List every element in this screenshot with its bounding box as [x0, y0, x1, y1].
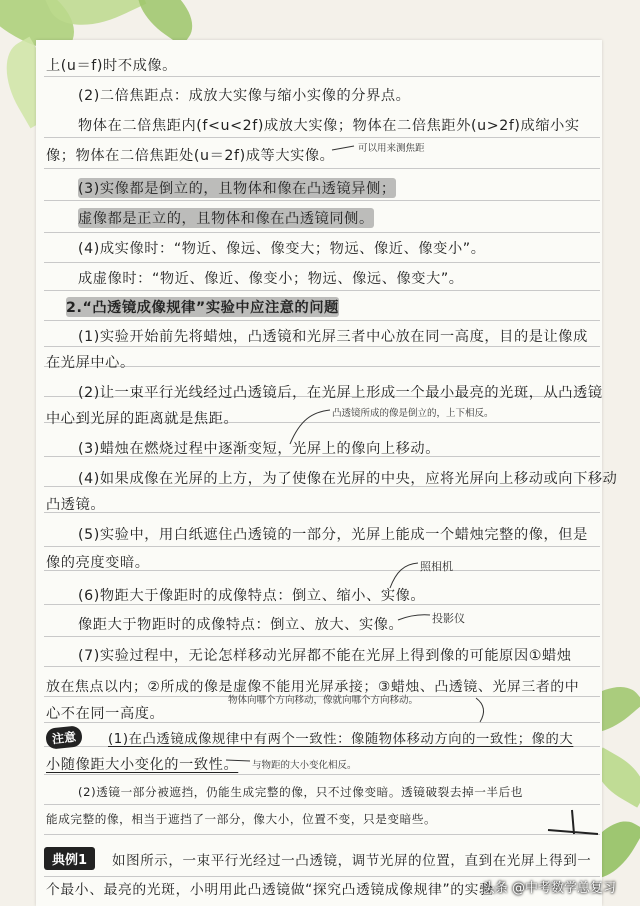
text-line: (4)成实像时：“物近、像远、像变大；物远、像近、像变小”。 [78, 241, 486, 257]
text-line-highlighted: 虚像都是正立的，且物体和像在凸透镜同侧。 [78, 208, 374, 228]
ruled-line [44, 137, 600, 138]
ruled-line [44, 774, 600, 775]
text-line: 中心到光屏的距离就是焦距。 [46, 411, 239, 427]
ruled-line [44, 200, 600, 201]
text-line: 凸透镜。 [46, 497, 106, 513]
ruled-line [44, 346, 600, 347]
text-line: 成虚像时：“物近、像近、像变小；物远、像远、像变大”。 [78, 271, 464, 287]
ruled-line [44, 636, 600, 637]
ruled-line [44, 512, 600, 513]
text-line: 心不在同一高度。 [46, 706, 165, 722]
margin-note: 物体向哪个方向移动，像就向哪个方向移动。 [228, 695, 419, 706]
text-line: (7)实验过程中，无论怎样移动光屏都不能在光屏上得到像的可能原因①蜡烛 [78, 648, 572, 664]
text-line: (6)物距大于像距时的成像特点：倒立、缩小、实像。 [78, 588, 426, 604]
text-line-underlined: (1)在凸透镜成像规律中有两个一致性：像随物体移动方向的一致性；像的大 [108, 732, 574, 747]
text-line: 如图所示，一束平行光经过一凸透镜，调节光屏的位置，直到在光屏上得到一 [112, 853, 592, 869]
watermark: 头条 @中考数学总复习 [481, 881, 616, 896]
ruled-line [44, 546, 600, 547]
margin-note: 投影仪 [432, 612, 465, 625]
ruled-line [44, 262, 600, 263]
ruled-line [44, 834, 600, 835]
text-line: 像的亮度变暗。 [46, 555, 150, 571]
ruled-line [44, 232, 600, 233]
text-line: 放在焦点以内；②所成的像是虚像不能用光屏承接；③蜡烛、凸透镜、光屏三者的中 [46, 679, 580, 695]
ruled-line [44, 804, 600, 805]
text-line: (2)二倍焦距点：成放大实像与缩小实像的分界点。 [78, 88, 411, 104]
ruled-line [44, 168, 600, 169]
attention-tag: 注意 [45, 725, 83, 750]
text-line: 个最小、最亮的光斑，小明用此凸透镜做“探究凸透镜成像规律”的实验 [46, 882, 494, 898]
section-heading: 2.“凸透镜成像规律”实验中应注意的问题 [66, 297, 339, 317]
text-line-highlighted: (3)实像都是倒立的，且物体和像在凸透镜异侧； [78, 178, 396, 198]
text-line: 上(u＝f)时不成像。 [46, 58, 177, 74]
text-line-underlined: 小随像距大小变化的一致性。 [46, 757, 239, 773]
text-line: (5)实验中，用白纸遮住凸透镜的一部分，光屏上能成一个蜡烛完整的像，但是 [78, 527, 588, 543]
example-tag: 典例1 [44, 847, 95, 870]
text-line: 在光屏中心。 [46, 355, 135, 371]
ruled-line [44, 320, 600, 321]
text-line: (2)透镜一部分被遮挡，仍能生成完整的像，只不过像变暗。透镜破裂去掉一半后也 [78, 785, 524, 799]
text-line: 能成完整的像，相当于遮挡了一部分，像大小，位置不变，只是变暗些。 [46, 812, 437, 826]
margin-note: 照相机 [420, 560, 453, 573]
text-line: (2)让一束平行光线经过凸透镜后，在光屏上形成一个最小最亮的光斑，从凸透镜 [78, 385, 603, 401]
ruled-line [44, 76, 600, 77]
text-line: (1)实验开始前先将蜡烛，凸透镜和光屏三者中心放在同一高度，目的是让像成 [78, 329, 588, 345]
ruled-line [44, 666, 600, 667]
text-line: 物体在二倍焦距内(f<u<2f)成放大实像；物体在二倍焦距外(u>2f)成缩小实 [78, 118, 580, 134]
text-line: 像距大于物距时的成像特点：倒立、放大、实像。 [78, 617, 404, 633]
margin-note: 凸透镜所成的像是倒立的，上下相反。 [332, 408, 494, 419]
margin-note: 与物距的大小变化相反。 [252, 760, 357, 771]
text-line: (3)蜡烛在燃烧过程中逐渐变短，光屏上的像向上移动。 [78, 441, 441, 457]
ruled-line [44, 290, 600, 291]
text-line: 像；物体在二倍焦距处(u＝2f)成等大实像。 [46, 148, 335, 164]
margin-note: 可以用来测焦距 [358, 143, 425, 154]
text-line: (4)如果成像在光屏的上方，为了使像在光屏的中央，应将光屏向上移动或向下移动 [78, 471, 618, 487]
